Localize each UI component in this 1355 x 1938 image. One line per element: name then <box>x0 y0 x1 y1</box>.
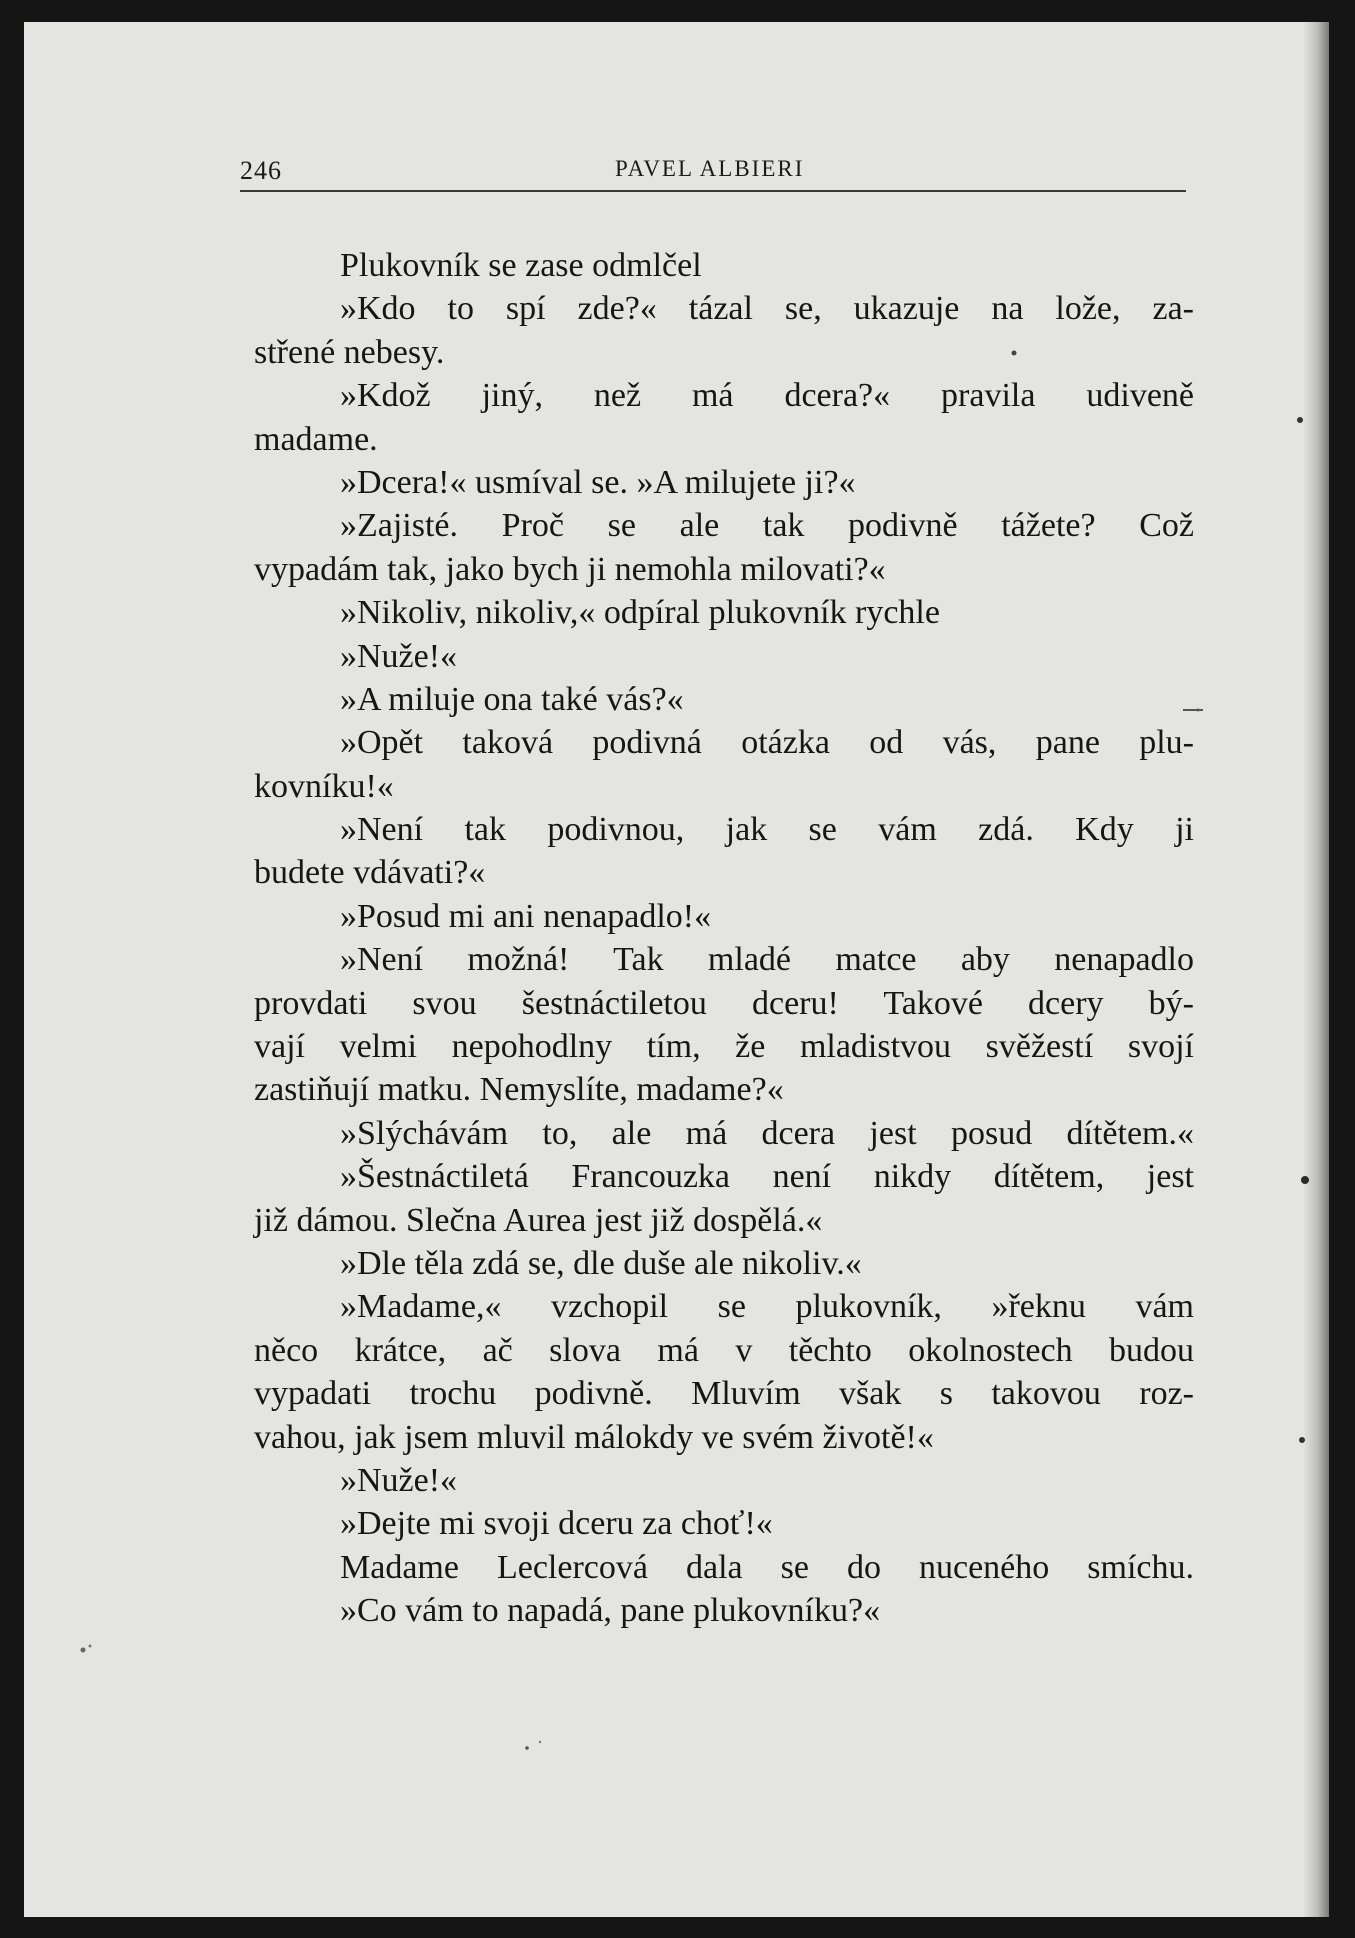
text-line: vají velmi nepohodlny tím, že mladistvou svěžestí svojí <box>254 1028 1194 1066</box>
text-line: »Dcera!« usmíval se. »A milujete ji?« <box>340 463 856 501</box>
text-line: Madame Leclercová dala se do nuceného smíchu. <box>340 1548 1194 1586</box>
text-line: »Opět taková podivná otázka od vás, pane plu- <box>340 724 1194 762</box>
text-line: madame. <box>254 420 378 458</box>
text-line: Plukovník se zase odmlčel <box>340 247 702 284</box>
page-number: 246 <box>240 156 282 185</box>
text-line: kovníku!« <box>254 767 394 805</box>
text-line: »Není tak podivnou, jak se vám zdá. Kdy ji <box>340 811 1194 849</box>
text-line: zastiňují matku. Nemyslíte, madame?« <box>254 1071 784 1109</box>
text-line: »Madame,« vzchopil se plukovník, »řeknu vám <box>340 1288 1194 1326</box>
text-line: »Zajisté. Proč se ale tak podivně tážete? Což <box>340 507 1194 545</box>
text-line: »Slýchávám to, ale má dcera jest posud dítětem.« <box>340 1114 1194 1152</box>
text-line: budete vdávati?« <box>254 854 486 892</box>
text-line: něco krátce, ač slova má v těchto okolnostech budou <box>254 1331 1194 1369</box>
text-line: »Nikoliv, nikoliv,« odpíral plukovník rychle <box>340 594 940 632</box>
header-rule <box>240 190 1186 192</box>
text-line: vypadati trochu podivně. Mluvím však s takovou roz- <box>254 1375 1194 1413</box>
text-line: vypadám tak, jako bych ji nemohla milovati?« <box>254 550 886 588</box>
text-line: střené nebesy. <box>254 333 445 371</box>
text-line: »Kdož jiný, než má dcera?« pravila udiveně <box>340 377 1194 415</box>
running-title: PAVEL ALBIERI <box>615 156 805 181</box>
page-edge-shadow <box>1303 22 1329 1917</box>
text-line: již dámou. Slečna Aurea jest již dospělá.« <box>254 1201 823 1239</box>
body-text <box>254 244 1194 1633</box>
text-line: »A miluje ona také vás?« <box>340 680 684 718</box>
text-line: »Dle těla zdá se, dle duše ale nikoliv.« <box>340 1244 862 1282</box>
page-header <box>240 150 1186 194</box>
text-line: »Co vám to napadá, pane plukovníku?« <box>340 1592 881 1630</box>
text-line: »Nuže!« <box>340 637 458 675</box>
text-line: »Nuže!« <box>340 1461 458 1499</box>
text-line: »Šestnáctiletá Francouzka není nikdy dítětem, jest <box>340 1158 1194 1196</box>
text-line: »Dejte mi svoji dceru za choť!« <box>340 1505 773 1543</box>
text-line: »Není možná! Tak mladé matce aby nenapadlo <box>340 941 1194 979</box>
text-line: vahou, jak jsem mluvil málokdy ve svém životě!« <box>254 1418 934 1456</box>
text-line: »Posud mi ani nenapadlo!« <box>340 897 712 935</box>
text-line: »Kdo to spí zde?« tázal se, ukazuje na lože, za- <box>340 290 1194 328</box>
text-line: provdati svou šestnáctiletou dceru! Takové dcery bý- <box>254 984 1194 1022</box>
